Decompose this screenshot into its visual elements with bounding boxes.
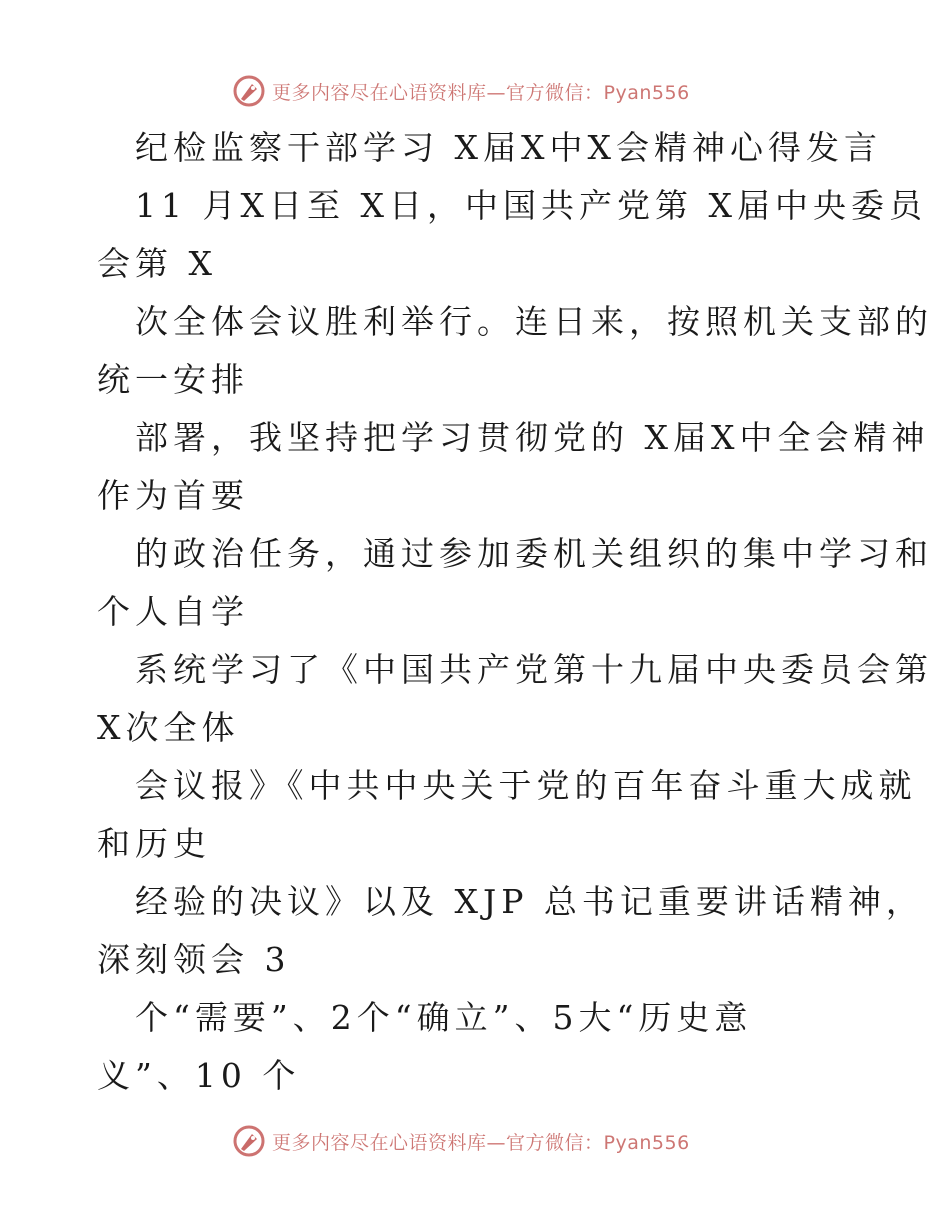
text-line: 深刻领会 3 [97, 940, 291, 979]
footer-watermark [232, 1122, 690, 1160]
text-line: 会第 X [97, 244, 217, 283]
header-watermark [232, 72, 690, 110]
text-line: 义”、10 个 [97, 1056, 301, 1095]
text-line: 部署，我坚持把学习贯彻党的 X届X中全会精神 [135, 418, 930, 457]
document-title: 纪检监察干部学习 X届X中X会精神心得发言 [135, 128, 882, 167]
text-line: 和历史 [97, 824, 211, 863]
pen-nib-logo-icon [232, 74, 266, 108]
pen-nib-logo-icon [232, 1124, 266, 1158]
text-line: 的政治任务，通过参加委机关组织的集中学习和 [135, 534, 933, 573]
text-line: 个人自学 [97, 592, 249, 631]
text-line: 系统学习了《中国共产党第十九届中央委员会第 [135, 650, 933, 689]
text-line: 次全体会议胜利举行。连日来，按照机关支部的 [135, 302, 933, 341]
text-line: 个“需要”、2个“确立”、5大“历史意 [135, 998, 753, 1037]
text-line: 11 月X日至 X日，中国共产党第 X届中央委员 [135, 186, 927, 225]
text-line: 作为首要 [97, 476, 249, 515]
text-line: 经验的决议》以及 XJP 总书记重要讲话精神， [135, 882, 924, 921]
watermark-text: 更多内容尽在心语资料库—官方微信：Pyan556 [272, 81, 690, 104]
watermark-text: 更多内容尽在心语资料库—官方微信：Pyan556 [272, 1131, 690, 1154]
text-line: 会议报》《中共中央关于党的百年奋斗重大成就 [135, 766, 917, 805]
text-line: 统一安排 [97, 360, 249, 399]
text-line: X次全体 [97, 708, 240, 747]
